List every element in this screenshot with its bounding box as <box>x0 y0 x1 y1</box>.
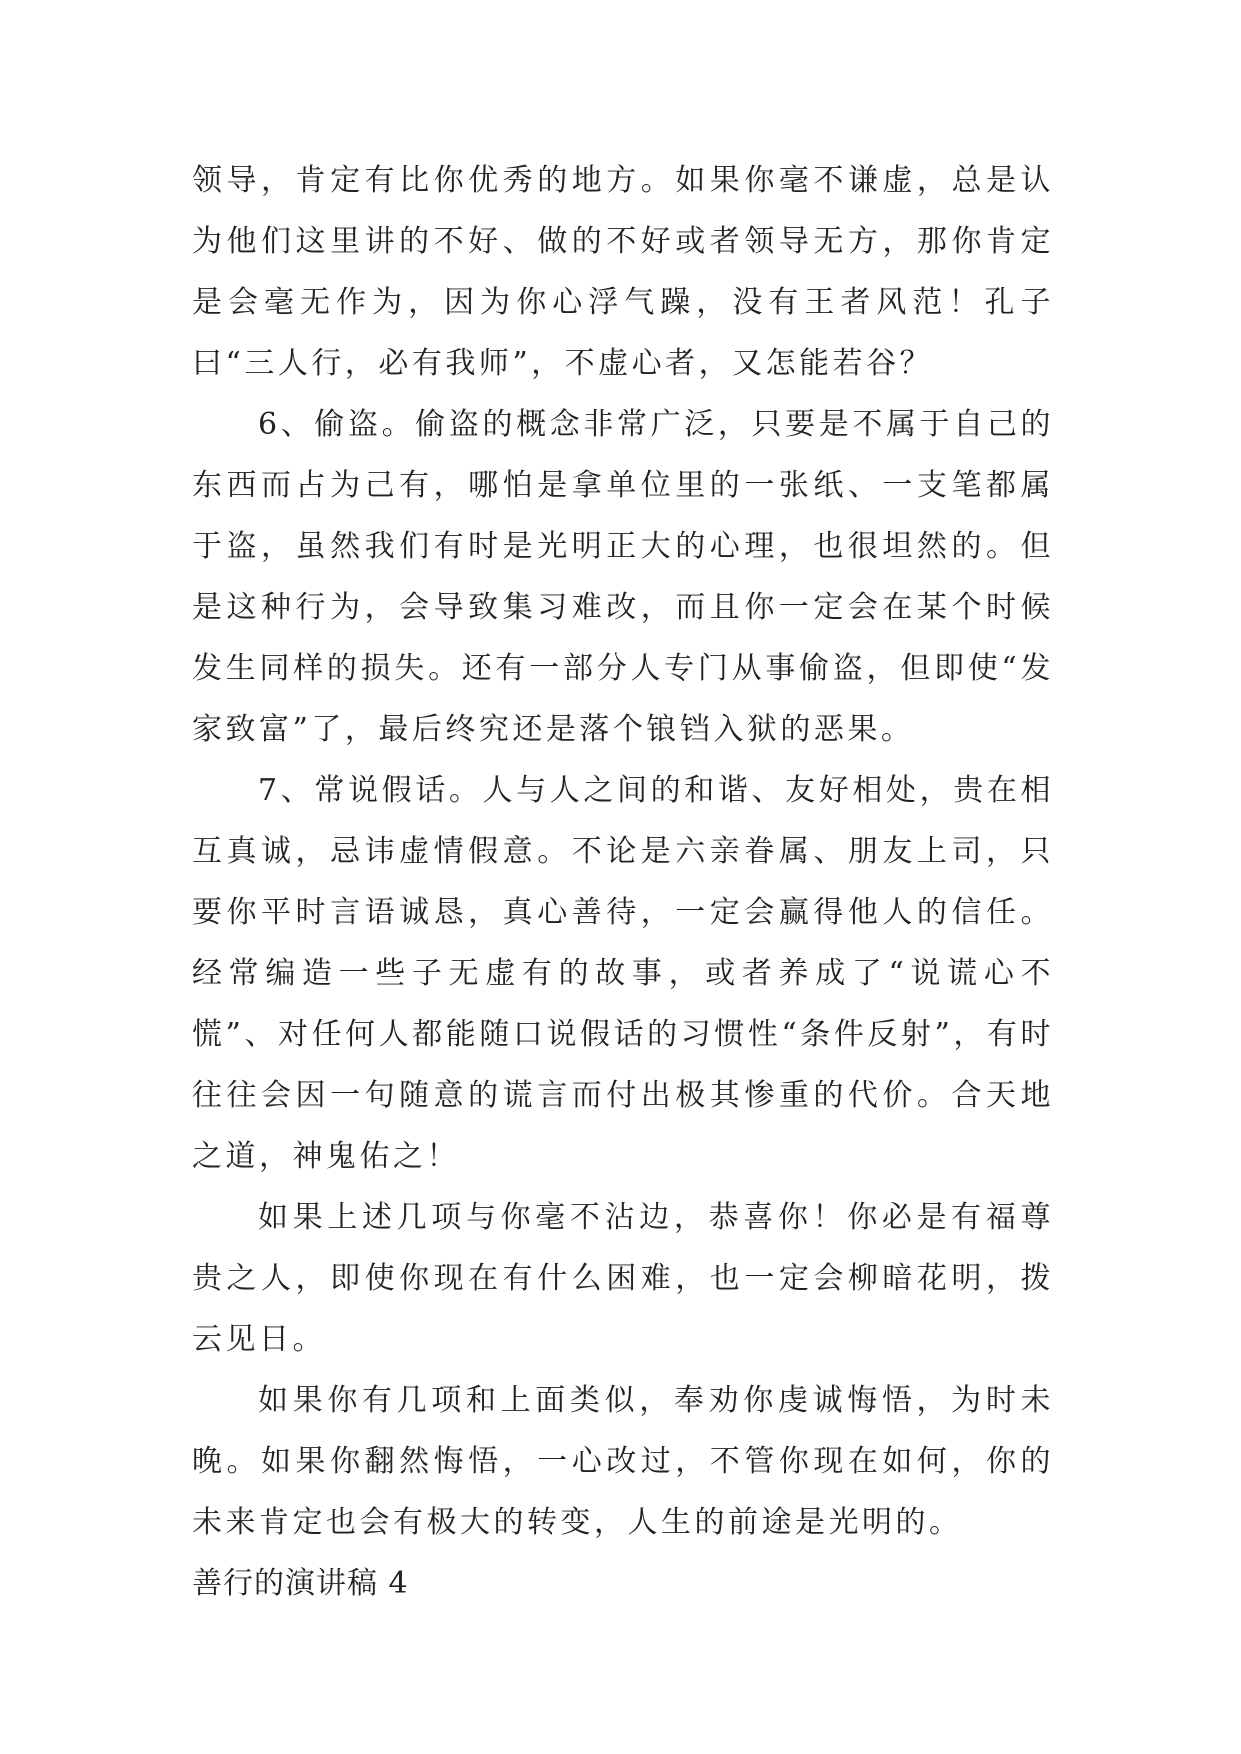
section-heading: 善行的演讲稿 4 <box>192 1566 409 1601</box>
paragraph-continuation: 领导，肯定有比你优秀的地方。如果你毫不谦虚，总是认为他们这里讲的不好、做的不好或者领导无方，那你肯定是会毫无作为，因为你心浮气躁，没有王者风范！孔子曰“三人行，必有我师”，不虚心者，又怎能若谷？ <box>192 163 1054 381</box>
paragraph-lying: 7、常说假话。人与人之间的和谐、友好相处，贵在相互真诚，忌讳虚情假意。不论是六亲眷属、朋友上司，只要你平时言语诚恳，真心善待，一定会赢得他人的信任。经常编造一些子无虚有的故事，或者养成了“说谎心不慌”、对任何人都能随口说假话的习惯性“条件反射”，有时往往会因一句随意的谎言而付出极其惨重的代价。合天地之道，神鬼佑之！ <box>192 773 1054 1174</box>
paragraph-advice: 如果你有几项和上面类似，奉劝你虔诚悔悟，为时未晚。如果你翻然悔悟，一心改过，不管你现在如何，你的未来肯定也会有极大的转变，人生的前途是光明的。 <box>192 1383 1054 1540</box>
document-body <box>192 150 1054 1614</box>
paragraph-stealing: 6、偷盗。偷盗的概念非常广泛，只要是不属于自己的东西而占为己有，哪怕是拿单位里的一张纸、一支笔都属于盗，虽然我们有时是光明正大的心理，也很坦然的。但是这种行为，会导致集习难改，而且你一定会在某个时候发生同样的损失。还有一部分人专门从事偷盗，但即使“发家致富”了，最后终究还是落个锒铛入狱的恶果。 <box>192 407 1054 747</box>
paragraph-congratulation: 如果上述几项与你毫不沾边，恭喜你！你必是有福尊贵之人，即使你现在有什么困难，也一定会柳暗花明，拨云见日。 <box>192 1200 1054 1357</box>
